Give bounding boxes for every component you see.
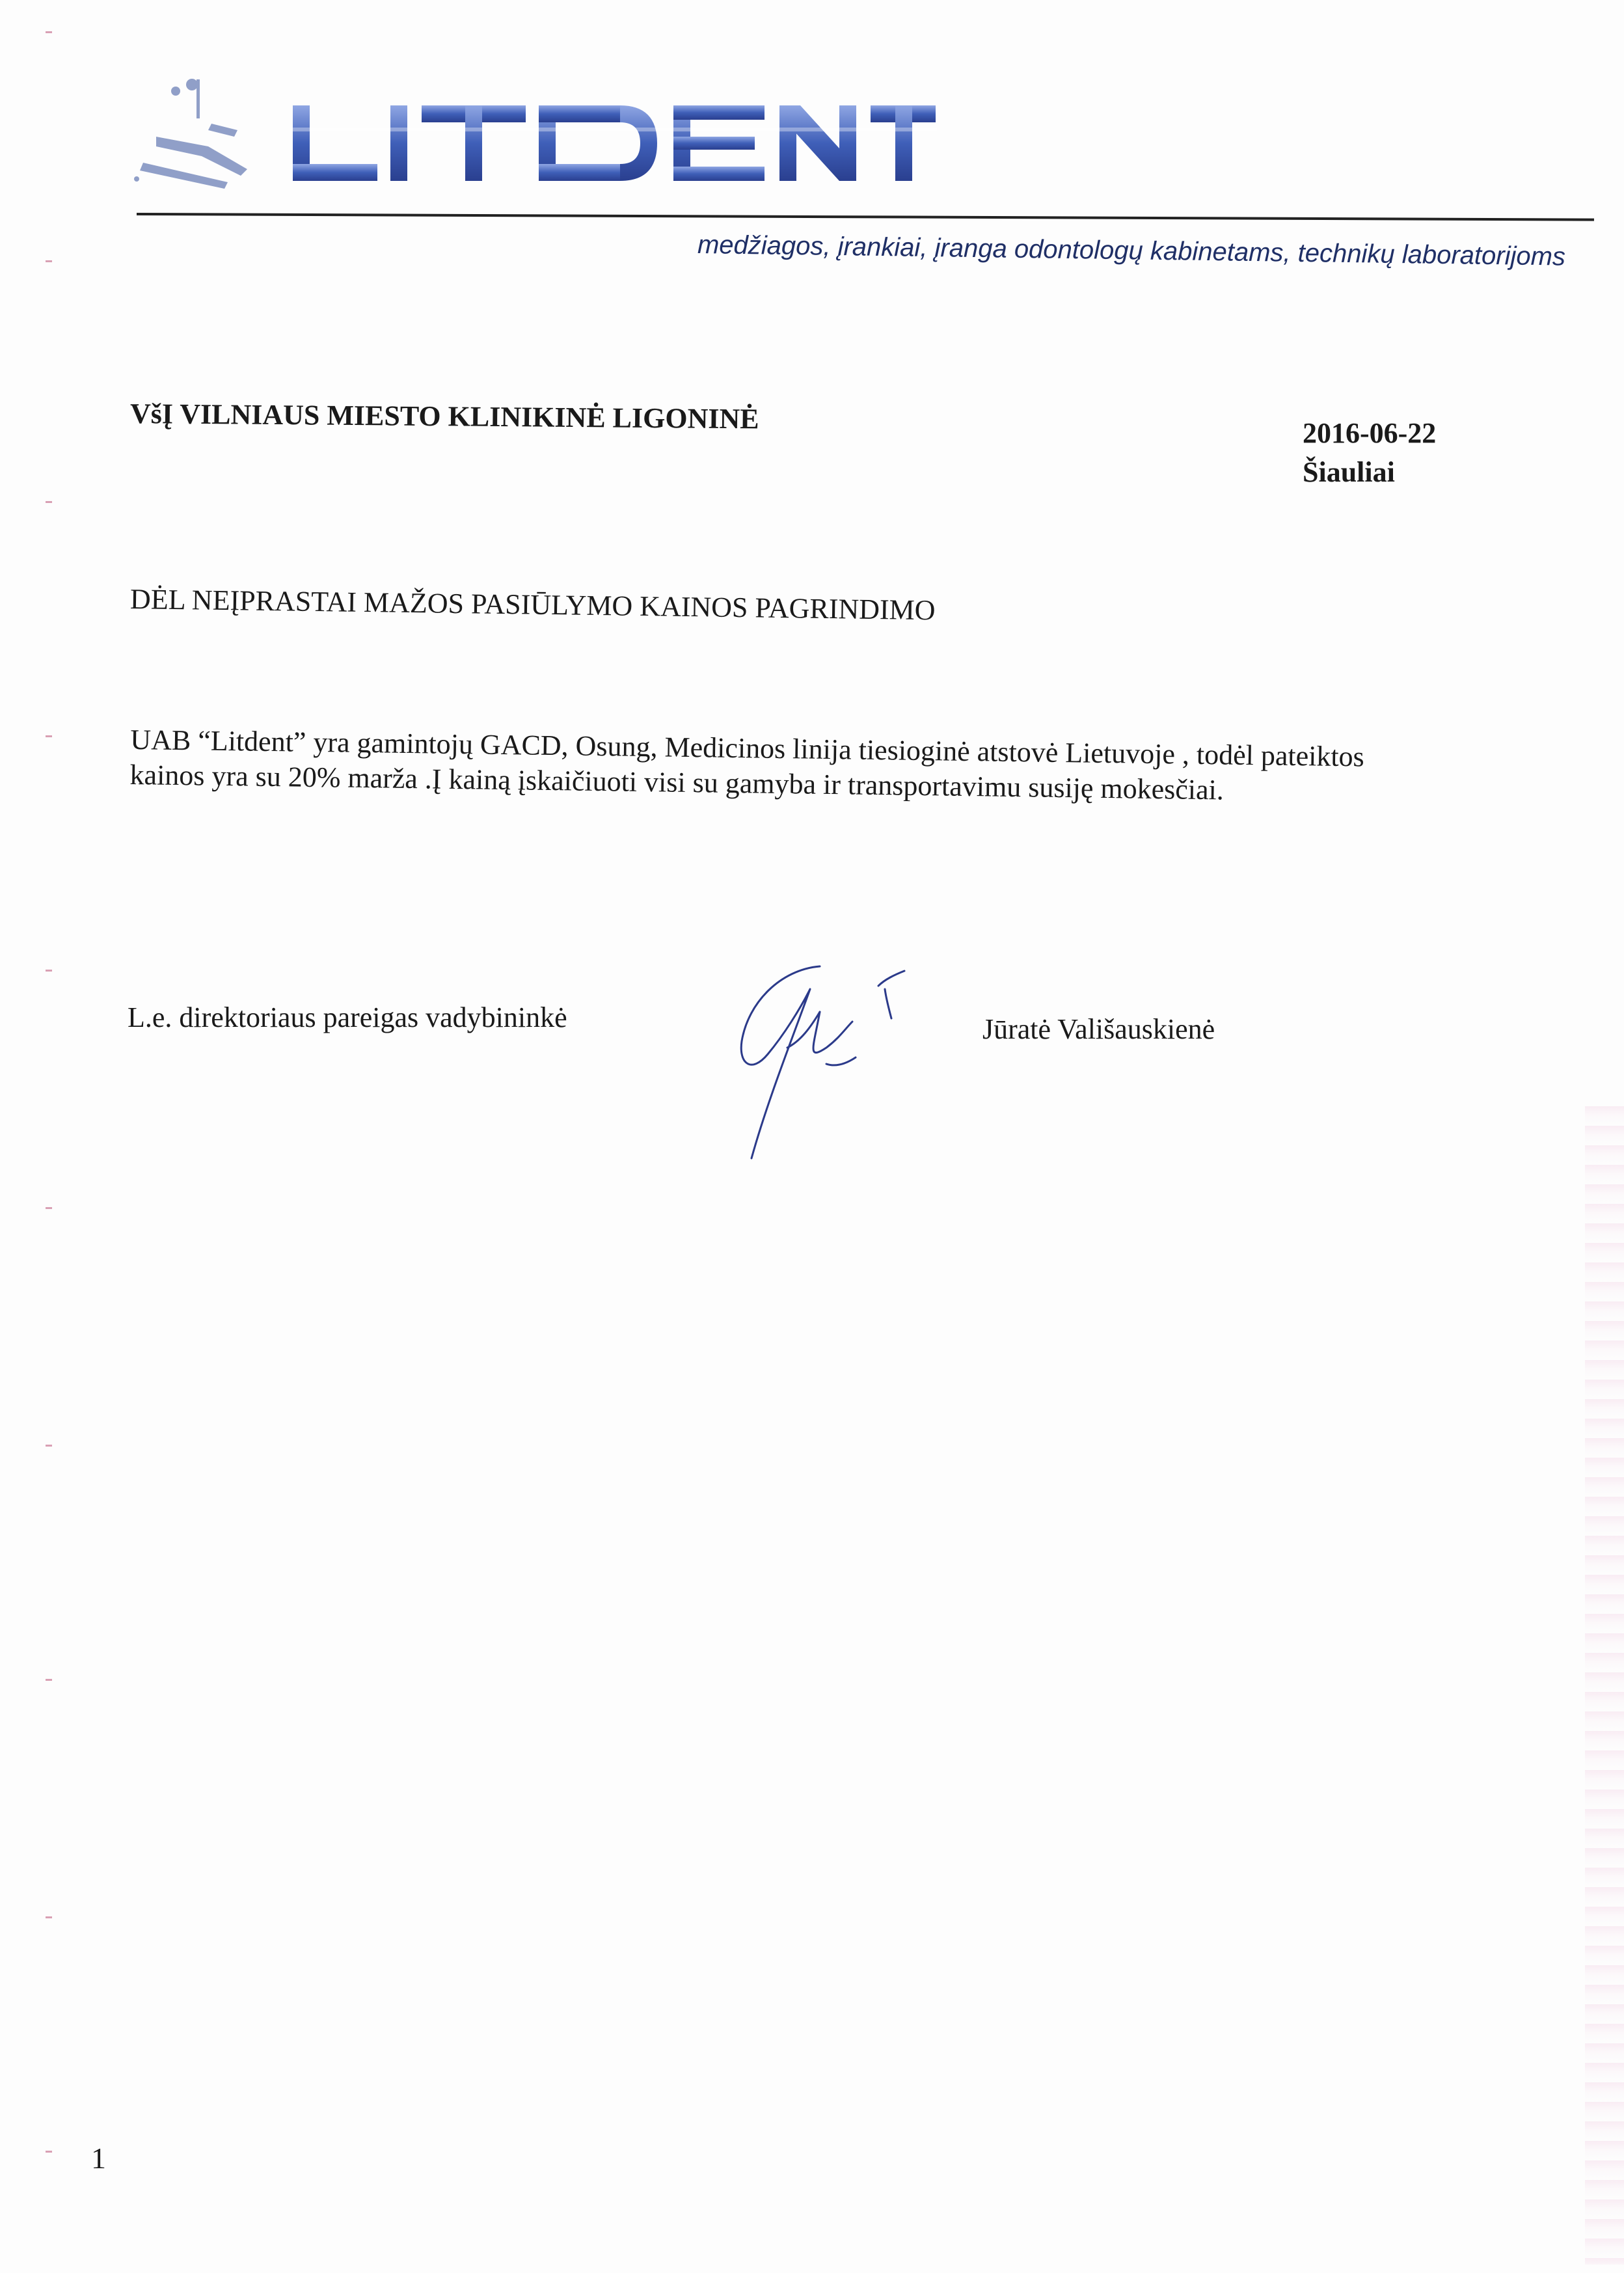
signer-name: Jūratė Vališauskienė (982, 1013, 1215, 1045)
handwritten-signature (670, 950, 969, 1171)
margin-mark (46, 2151, 52, 2153)
margin-mark (46, 1916, 52, 1918)
recipient-name: VšĮ VILNIAUS MIESTO KLINIKINĖ LIGONINĖ (129, 398, 759, 435)
subject-line: DĖL NEĮPRASTAI MAŽOS PASIŪLYMO KAINOS PAGRINDIMO (129, 583, 936, 627)
document-place: Šiauliai (1303, 456, 1395, 488)
margin-mark (46, 735, 52, 737)
letterhead-tagline: medžiagos, įrankiai, įranga odontologų kabinetams, technikų laboratorijoms (697, 230, 1566, 271)
litdent-logo (130, 65, 937, 195)
margin-mark (46, 31, 52, 33)
margin-mark (46, 1445, 52, 1447)
margin-mark (46, 970, 52, 972)
margin-mark (46, 1679, 52, 1681)
scan-smudge (1585, 1106, 1624, 2265)
body-line: UAB “Litdent” yra gamintojų GACD, Osung, Medicinos linija tiesioginė atstovė Lietuvoje , todėl pateiktos (130, 724, 1365, 773)
dental-chair-logo-icon (130, 65, 937, 195)
header-rule (137, 213, 1594, 221)
letter-body (129, 722, 1575, 813)
margin-mark (46, 1207, 52, 1209)
page-number: 1 (91, 2142, 106, 2175)
margin-mark (46, 260, 52, 262)
document-date: 2016-06-22 (1303, 417, 1437, 449)
margin-mark (46, 501, 52, 503)
body-line: kainos yra su 20% marža .Į kainą įskaičiuoti visi su gamyba ir transportavimu susiję mokesčiai. (129, 758, 1225, 806)
signer-role: L.e. direktoriaus pareigas vadybininkė (128, 1001, 567, 1033)
